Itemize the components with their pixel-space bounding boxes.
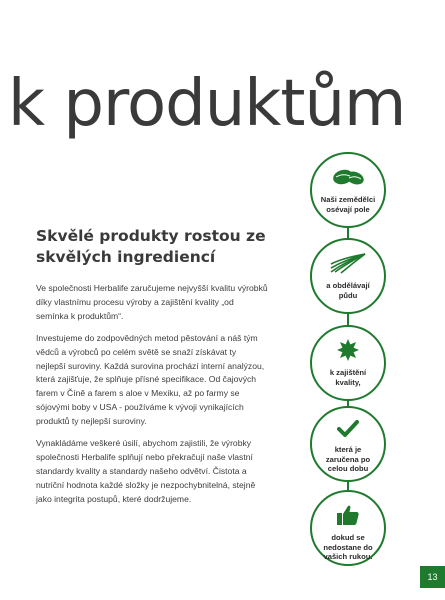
timeline-step-delivery xyxy=(310,490,386,566)
timeline-step-label: Naši zemědělci osévají pole xyxy=(320,195,376,214)
timeline-step-sowing xyxy=(310,152,386,228)
timeline-step-guaranteed xyxy=(310,406,386,482)
seeds-icon xyxy=(312,166,384,193)
timeline-step-cultivating xyxy=(310,238,386,314)
quality-seal-icon xyxy=(312,339,384,366)
thumbs-up-icon xyxy=(312,504,384,531)
timeline-step-label: dokud se nedostane do vašich rukou. xyxy=(323,533,373,561)
checkmark-icon xyxy=(312,420,384,443)
timeline-step-label: která je zaručena po celou dobu xyxy=(325,445,371,473)
paragraph: Vynakládáme veškeré úsilí, abychom zajistili, že výrobky společnosti Herbalife splňují nebo překračují naše vlastní standardy kvality a standardy našeho odvětví. Čistota a nutriční hodnota každé složky je nezpochybnitelná, stejně jako integrita postupů, které dodržujeme. xyxy=(36,438,256,504)
body-text xyxy=(36,282,268,515)
timeline-step-quality xyxy=(310,325,386,401)
timeline-step-label: a obdělávají půdu xyxy=(326,281,370,300)
section-heading: Skvělé produkty rostou ze skvělých ingrediencí xyxy=(36,227,266,266)
paragraph: Ve společnosti Herbalife zaručujeme nejvyšší kvalitu výrobků díky vlastnímu procesu výroby a zajištění kvality „od semínka k produktům“. xyxy=(36,283,268,321)
timeline-step-label: k zajištění kvality, xyxy=(329,368,367,387)
paragraph: Investujeme do zodpovědných metod pěstování a náš tým vědců a výrobců po celém světě se snaží získávat ty nejlepší suroviny. Každá surovina prochází interní analýzou, která zajišťuje, že splňuje přísné specifikace. Od čajových farem v Číně a farem s aloe v Mexiku, až po farmy se sójovými boby v USA - používáme k vývoji vynikajících produktů ty nejlepší suroviny. xyxy=(36,332,265,427)
page-number: 13 xyxy=(420,566,445,588)
page-title: k produktům xyxy=(8,67,406,141)
field-rows-icon xyxy=(312,252,384,279)
